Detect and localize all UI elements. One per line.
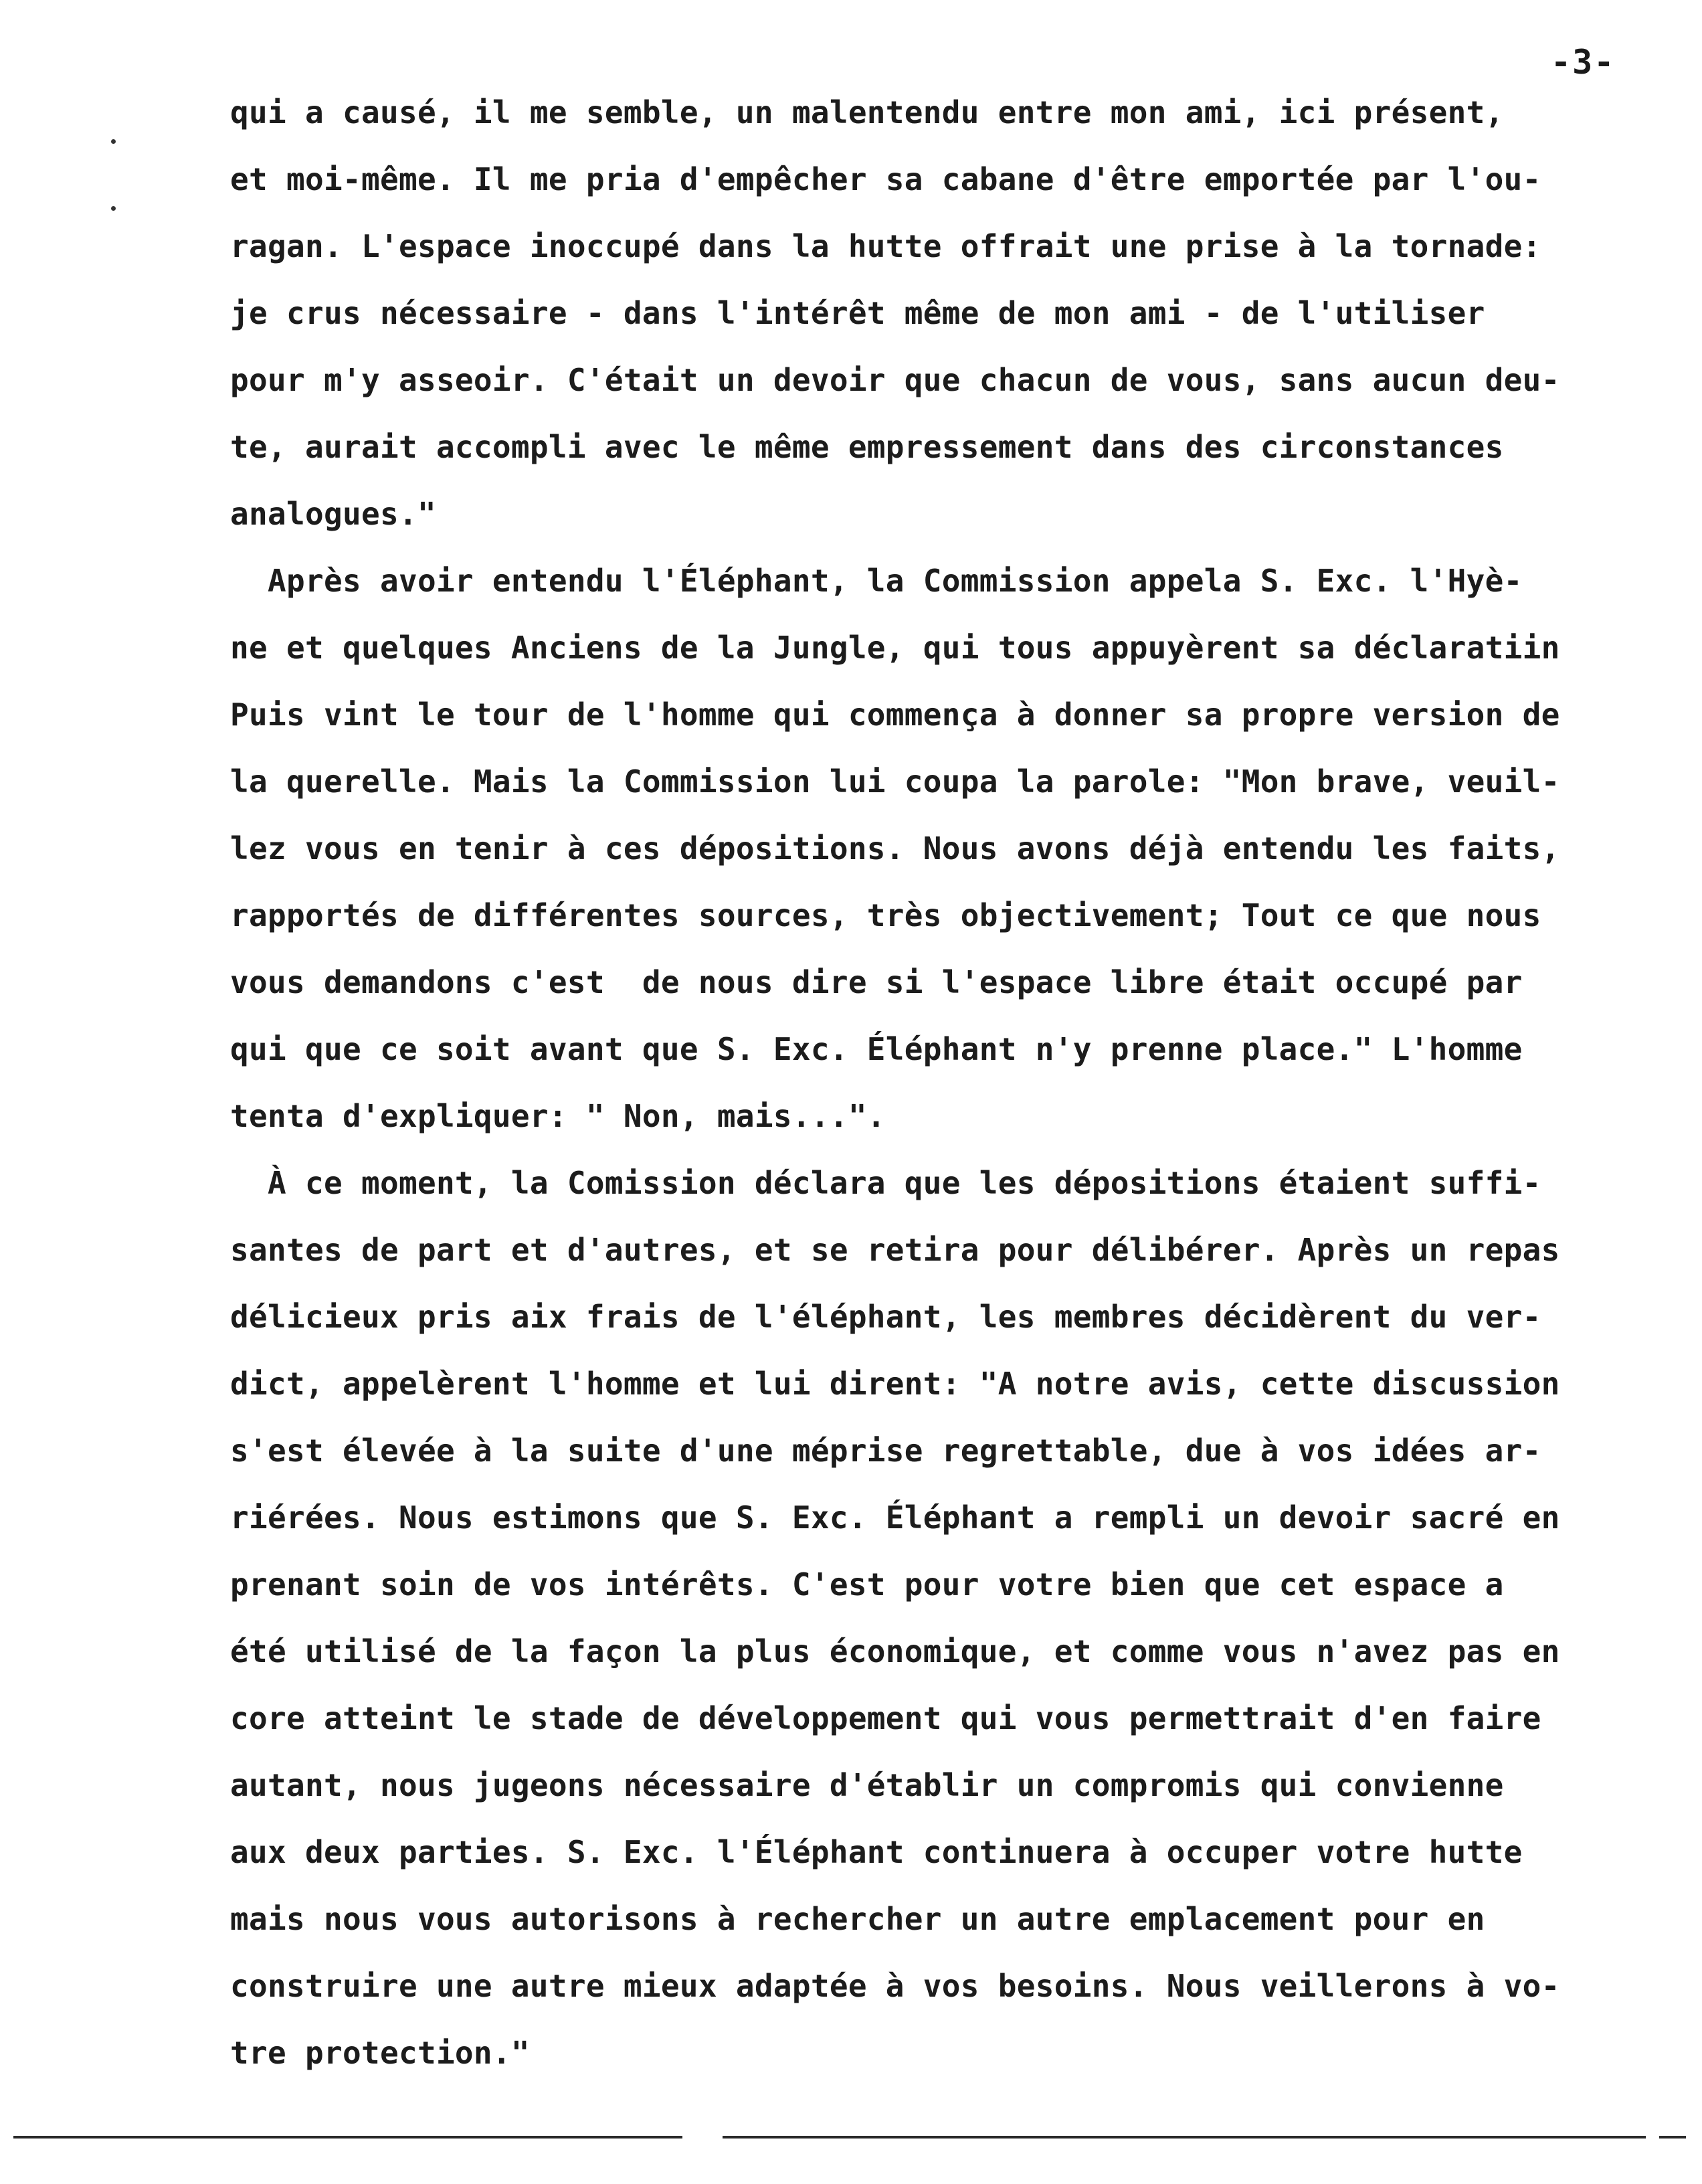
margin-mark [111,206,116,211]
bottom-rule [1659,2136,1686,2138]
text-line: lez vous en tenir à ces dépositions. Nous avons déjà entendu les faits, [230,830,1560,867]
text-line: dict, appelèrent l'homme et lui dirent: "A notre avis, cette discussion [230,1366,1560,1402]
text-line: core atteint le stade de développement qui vous permettrait d'en faire [230,1700,1541,1736]
bottom-rule [13,2136,682,2138]
text-line: analogues." [230,496,436,532]
text-line: qui a causé, il me semble, un malentendu entre mon ami, ici présent, [230,94,1504,130]
text-line: qui que ce soit avant que S. Exc. Éléphant n'y prenne place." L'homme [230,1031,1523,1067]
text-line: santes de part et d'autres, et se retira pour délibérer. Après un repas [230,1232,1560,1268]
text-line: tenta d'expliquer: " Non, mais...". [230,1098,886,1134]
text-line: Puis vint le tour de l'homme qui commença à donner sa propre version de [230,697,1560,733]
text-line: rapportés de différentes sources, très objectivement; Tout ce que nous [230,897,1541,933]
text-line: s'est élevée à la suite d'une méprise regrettable, due à vos idées ar- [230,1433,1541,1469]
text-line: pour m'y asseoir. C'était un devoir que chacun de vous, sans aucun deu- [230,362,1560,398]
text-line: construire une autre mieux adaptée à vos besoins. Nous veillerons à vo- [230,1968,1560,2004]
text-line: délicieux pris aix frais de l'éléphant, les membres décidèrent du ver- [230,1299,1541,1335]
text-line: et moi-même. Il me pria d'empêcher sa cabane d'être emportée par l'ou- [230,161,1541,197]
text-line: te, aurait accompli avec le même empressement dans des circonstances [230,429,1504,465]
bottom-rule [723,2136,1646,2138]
text-line: tre protection." [230,2035,530,2071]
text-line: ragan. L'espace inoccupé dans la hutte offrait une prise à la tornade: [230,228,1541,264]
text-line: vous demandons c'est de nous dire si l'espace libre était occupé par [230,964,1523,1000]
text-line: Après avoir entendu l'Éléphant, la Commission appela S. Exc. l'Hyè- [230,563,1523,599]
page-number: -3- [1551,43,1616,82]
margin-mark [111,139,116,144]
text-line: mais nous vous autorisons à rechercher un autre emplacement pour en [230,1901,1485,1937]
text-line: aux deux parties. S. Exc. l'Éléphant continuera à occuper votre hutte [230,1834,1523,1870]
text-line: autant, nous jugeons nécessaire d'établir un compromis qui convienne [230,1767,1504,1803]
text-line: prenant soin de vos intérêts. C'est pour votre bien que cet espace a [230,1566,1504,1603]
text-line: ne et quelques Anciens de la Jungle, qui tous appuyèrent sa déclaratiin [230,630,1560,666]
text-line: riérées. Nous estimons que S. Exc. Éléphant a rempli un devoir sacré en [230,1499,1560,1536]
text-line: été utilisé de la façon la plus économique, et comme vous n'avez pas en [230,1633,1560,1669]
typed-text-body [230,79,1669,2086]
text-line: À ce moment, la Comission déclara que les dépositions étaient suffi- [230,1165,1541,1201]
text-line: la querelle. Mais la Commission lui coupa la parole: "Mon brave, veuil- [230,763,1560,800]
text-line: je crus nécessaire - dans l'intérêt même de mon ami - de l'utiliser [230,295,1485,331]
